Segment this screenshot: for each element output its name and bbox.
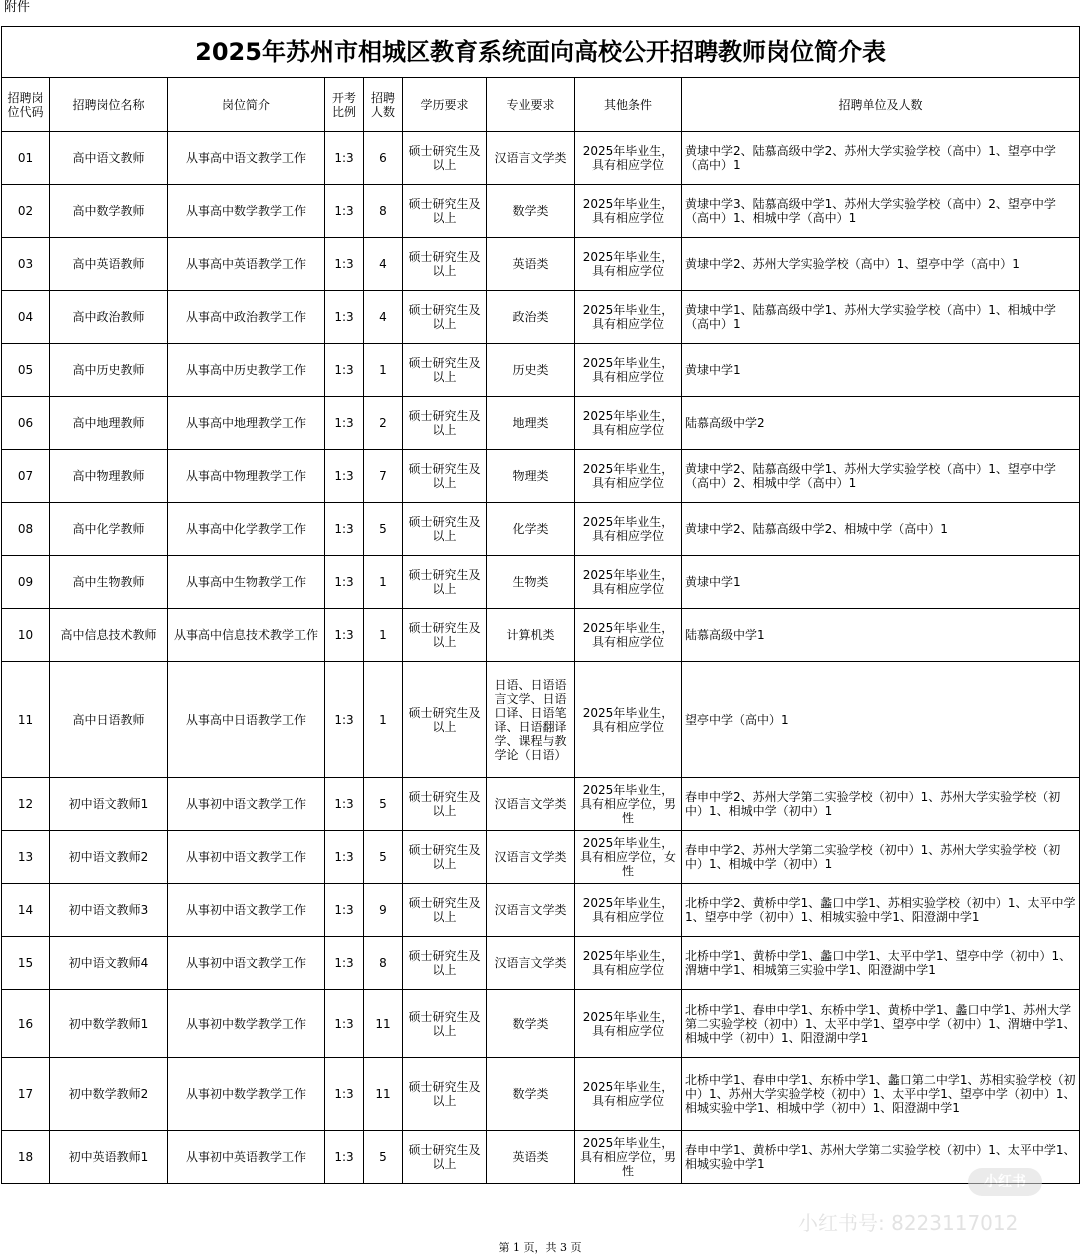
table-row xyxy=(2,1058,1080,1131)
cell-desc: 从事高中政治教学工作 xyxy=(168,291,325,344)
cell-ratio: 1:3 xyxy=(325,397,364,450)
cell-code: 16 xyxy=(2,990,50,1058)
cell-name: 高中数学教师 xyxy=(50,185,168,238)
cell-count: 4 xyxy=(364,291,403,344)
header-desc: 岗位简介 xyxy=(168,78,325,132)
cell-desc: 从事初中数学教学工作 xyxy=(168,1058,325,1131)
cell-other: 2025年毕业生，具有相应学位 xyxy=(575,884,682,937)
cell-name: 高中日语教师 xyxy=(50,662,168,778)
cell-code: 12 xyxy=(2,778,50,831)
cell-ratio: 1:3 xyxy=(325,1058,364,1131)
cell-name: 高中生物教师 xyxy=(50,556,168,609)
cell-ratio: 1:3 xyxy=(325,1131,364,1184)
cell-other: 2025年毕业生，具有相应学位 xyxy=(575,344,682,397)
cell-other: 2025年毕业生，具有相应学位 xyxy=(575,132,682,185)
header-ratio: 开考比例 xyxy=(325,78,364,132)
cell-major: 汉语言文学类 xyxy=(487,778,575,831)
cell-major: 数学类 xyxy=(487,185,575,238)
header-other: 其他条件 xyxy=(575,78,682,132)
cell-desc: 从事高中生物教学工作 xyxy=(168,556,325,609)
cell-units: 春申中学2、苏州大学第二实验学校（初中）1、苏州大学实验学校（初中）1、相城中学（初中）1 xyxy=(682,778,1080,831)
cell-count: 11 xyxy=(364,1058,403,1131)
cell-edu: 硕士研究生及以上 xyxy=(403,884,487,937)
cell-edu: 硕士研究生及以上 xyxy=(403,397,487,450)
cell-ratio: 1:3 xyxy=(325,990,364,1058)
cell-name: 高中信息技术教师 xyxy=(50,609,168,662)
cell-units: 黄埭中学1、陆慕高级中学1、苏州大学实验学校（高中）1、相城中学（高中）1 xyxy=(682,291,1080,344)
header-major: 专业要求 xyxy=(487,78,575,132)
cell-major: 英语类 xyxy=(487,238,575,291)
cell-name: 高中政治教师 xyxy=(50,291,168,344)
cell-other: 2025年毕业生，具有相应学位 xyxy=(575,556,682,609)
table-row xyxy=(2,132,1080,185)
cell-units: 黄埭中学1 xyxy=(682,556,1080,609)
cell-count: 2 xyxy=(364,397,403,450)
cell-other: 2025年毕业生，具有相应学位 xyxy=(575,503,682,556)
cell-major: 政治类 xyxy=(487,291,575,344)
cell-code: 15 xyxy=(2,937,50,990)
cell-units: 黄埭中学1 xyxy=(682,344,1080,397)
table-row xyxy=(2,1131,1080,1184)
cell-count: 1 xyxy=(364,344,403,397)
cell-units: 北桥中学1、春申中学1、东桥中学1、黄桥中学1、蠡口中学1、苏州大学第二实验学校（初中）1、太平中学1、望亭中学（初中）1、渭塘中学1、相城中学（初中）1、阳澄湖中学1 xyxy=(682,990,1080,1058)
table-row xyxy=(2,990,1080,1058)
cell-other: 2025年毕业生，具有相应学位 xyxy=(575,1058,682,1131)
cell-code: 02 xyxy=(2,185,50,238)
cell-edu: 硕士研究生及以上 xyxy=(403,185,487,238)
cell-units: 黄埭中学2、陆慕高级中学1、苏州大学实验学校（高中）1、望亭中学（高中）2、相城中学（高中）1 xyxy=(682,450,1080,503)
table-row xyxy=(2,291,1080,344)
table-header-row xyxy=(2,78,1080,132)
cell-count: 1 xyxy=(364,556,403,609)
cell-code: 01 xyxy=(2,132,50,185)
cell-ratio: 1:3 xyxy=(325,662,364,778)
cell-name: 初中英语教师1 xyxy=(50,1131,168,1184)
cell-edu: 硕士研究生及以上 xyxy=(403,556,487,609)
cell-major: 英语类 xyxy=(487,1131,575,1184)
cell-other: 2025年毕业生，具有相应学位 xyxy=(575,450,682,503)
cell-edu: 硕士研究生及以上 xyxy=(403,291,487,344)
cell-edu: 硕士研究生及以上 xyxy=(403,1058,487,1131)
header-name: 招聘岗位名称 xyxy=(50,78,168,132)
cell-count: 5 xyxy=(364,503,403,556)
cell-desc: 从事初中语文教学工作 xyxy=(168,884,325,937)
cell-other: 2025年毕业生，具有相应学位 xyxy=(575,291,682,344)
job-table xyxy=(1,26,1080,1184)
cell-desc: 从事高中英语教学工作 xyxy=(168,238,325,291)
cell-major: 历史类 xyxy=(487,344,575,397)
table-row xyxy=(2,884,1080,937)
header-code: 招聘岗位代码 xyxy=(2,78,50,132)
cell-code: 18 xyxy=(2,1131,50,1184)
cell-units: 北桥中学1、春申中学1、东桥中学1、蠡口第二中学1、苏相实验学校（初中）1、苏州大学实验学校（初中）1、太平中学1、望亭中学（初中）1、相城实验中学1、相城中学（初中）1、阳澄湖中学1 xyxy=(682,1058,1080,1131)
cell-edu: 硕士研究生及以上 xyxy=(403,132,487,185)
cell-major: 汉语言文学类 xyxy=(487,831,575,884)
cell-desc: 从事初中语文教学工作 xyxy=(168,831,325,884)
cell-major: 物理类 xyxy=(487,450,575,503)
cell-name: 高中化学教师 xyxy=(50,503,168,556)
cell-major: 汉语言文学类 xyxy=(487,884,575,937)
cell-other: 2025年毕业生，具有相应学位 xyxy=(575,397,682,450)
cell-count: 1 xyxy=(364,609,403,662)
cell-desc: 从事初中语文教学工作 xyxy=(168,937,325,990)
cell-units: 陆慕高级中学2 xyxy=(682,397,1080,450)
cell-desc: 从事高中历史教学工作 xyxy=(168,344,325,397)
cell-ratio: 1:3 xyxy=(325,238,364,291)
cell-ratio: 1:3 xyxy=(325,291,364,344)
cell-edu: 硕士研究生及以上 xyxy=(403,1131,487,1184)
cell-name: 高中英语教师 xyxy=(50,238,168,291)
cell-ratio: 1:3 xyxy=(325,132,364,185)
cell-count: 5 xyxy=(364,778,403,831)
cell-ratio: 1:3 xyxy=(325,884,364,937)
cell-count: 6 xyxy=(364,132,403,185)
cell-ratio: 1:3 xyxy=(325,185,364,238)
table-row xyxy=(2,556,1080,609)
cell-code: 07 xyxy=(2,450,50,503)
cell-desc: 从事高中信息技术教学工作 xyxy=(168,609,325,662)
table-row xyxy=(2,397,1080,450)
table-row xyxy=(2,831,1080,884)
cell-ratio: 1:3 xyxy=(325,556,364,609)
table-row xyxy=(2,238,1080,291)
cell-desc: 从事高中地理教学工作 xyxy=(168,397,325,450)
cell-major: 汉语言文学类 xyxy=(487,937,575,990)
cell-other: 2025年毕业生，具有相应学位 xyxy=(575,662,682,778)
page-title: 2025年苏州市相城区教育系统面向高校公开招聘教师岗位简介表 xyxy=(2,27,1080,78)
cell-code: 14 xyxy=(2,884,50,937)
cell-other: 2025年毕业生，具有相应学位 xyxy=(575,609,682,662)
cell-code: 11 xyxy=(2,662,50,778)
cell-count: 5 xyxy=(364,1131,403,1184)
cell-major: 计算机类 xyxy=(487,609,575,662)
cell-ratio: 1:3 xyxy=(325,831,364,884)
cell-desc: 从事高中日语教学工作 xyxy=(168,662,325,778)
cell-units: 望亭中学（高中）1 xyxy=(682,662,1080,778)
header-units: 招聘单位及人数 xyxy=(682,78,1080,132)
cell-desc: 从事初中数学教学工作 xyxy=(168,990,325,1058)
cell-code: 10 xyxy=(2,609,50,662)
header-edu: 学历要求 xyxy=(403,78,487,132)
cell-count: 7 xyxy=(364,450,403,503)
cell-name: 高中语文教师 xyxy=(50,132,168,185)
attachment-label: 附件 xyxy=(4,0,31,15)
table-row xyxy=(2,503,1080,556)
cell-edu: 硕士研究生及以上 xyxy=(403,344,487,397)
cell-edu: 硕士研究生及以上 xyxy=(403,990,487,1058)
cell-edu: 硕士研究生及以上 xyxy=(403,238,487,291)
cell-edu: 硕士研究生及以上 xyxy=(403,503,487,556)
table-row xyxy=(2,937,1080,990)
cell-edu: 硕士研究生及以上 xyxy=(403,450,487,503)
cell-name: 初中数学教师1 xyxy=(50,990,168,1058)
table-row xyxy=(2,344,1080,397)
watermark-id: 小红书号: 8223117012 xyxy=(798,1211,1019,1235)
cell-other: 2025年毕业生，具有相应学位，男性 xyxy=(575,1131,682,1184)
table-row xyxy=(2,778,1080,831)
cell-desc: 从事高中化学教学工作 xyxy=(168,503,325,556)
cell-edu: 硕士研究生及以上 xyxy=(403,778,487,831)
cell-ratio: 1:3 xyxy=(325,503,364,556)
cell-code: 05 xyxy=(2,344,50,397)
cell-count: 9 xyxy=(364,884,403,937)
cell-name: 初中语文教师3 xyxy=(50,884,168,937)
cell-major: 地理类 xyxy=(487,397,575,450)
cell-other: 2025年毕业生，具有相应学位，男性 xyxy=(575,778,682,831)
cell-ratio: 1:3 xyxy=(325,609,364,662)
cell-name: 初中语文教师1 xyxy=(50,778,168,831)
cell-units: 黄埭中学2、陆慕高级中学2、相城中学（高中）1 xyxy=(682,503,1080,556)
cell-ratio: 1:3 xyxy=(325,450,364,503)
cell-code: 04 xyxy=(2,291,50,344)
cell-name: 初中数学教师2 xyxy=(50,1058,168,1131)
cell-code: 17 xyxy=(2,1058,50,1131)
cell-other: 2025年毕业生，具有相应学位 xyxy=(575,238,682,291)
cell-units: 黄埭中学2、陆慕高级中学2、苏州大学实验学校（高中）1、望亭中学（高中）1 xyxy=(682,132,1080,185)
cell-code: 03 xyxy=(2,238,50,291)
cell-edu: 硕士研究生及以上 xyxy=(403,662,487,778)
cell-other: 2025年毕业生，具有相应学位 xyxy=(575,990,682,1058)
cell-units: 北桥中学2、黄桥中学1、蠡口中学1、苏相实验学校（初中）1、太平中学1、望亭中学（初中）1、相城实验中学1、阳澄湖中学1 xyxy=(682,884,1080,937)
cell-count: 8 xyxy=(364,937,403,990)
cell-ratio: 1:3 xyxy=(325,344,364,397)
cell-desc: 从事初中英语教学工作 xyxy=(168,1131,325,1184)
cell-name: 初中语文教师2 xyxy=(50,831,168,884)
cell-code: 08 xyxy=(2,503,50,556)
table-row xyxy=(2,450,1080,503)
cell-other: 2025年毕业生，具有相应学位 xyxy=(575,185,682,238)
cell-ratio: 1:3 xyxy=(325,937,364,990)
cell-units: 陆慕高级中学1 xyxy=(682,609,1080,662)
cell-major: 数学类 xyxy=(487,1058,575,1131)
cell-major: 汉语言文学类 xyxy=(487,132,575,185)
table-row xyxy=(2,609,1080,662)
cell-code: 06 xyxy=(2,397,50,450)
table-row xyxy=(2,662,1080,778)
watermark-logo: 小红书 xyxy=(968,1168,1042,1196)
cell-other: 2025年毕业生，具有相应学位，女性 xyxy=(575,831,682,884)
cell-name: 高中物理教师 xyxy=(50,450,168,503)
cell-units: 春申中学1、黄桥中学1、苏州大学第二实验学校（初中）1、太平中学1、相城实验中学1 xyxy=(682,1131,1080,1184)
cell-edu: 硕士研究生及以上 xyxy=(403,831,487,884)
cell-other: 2025年毕业生，具有相应学位 xyxy=(575,937,682,990)
cell-name: 高中历史教师 xyxy=(50,344,168,397)
table-row xyxy=(2,185,1080,238)
cell-major: 生物类 xyxy=(487,556,575,609)
cell-units: 北桥中学1、黄桥中学1、蠡口中学1、太平中学1、望亭中学（初中）1、渭塘中学1、相城第三实验中学1、阳澄湖中学1 xyxy=(682,937,1080,990)
page-footer: 第 1 页，共 3 页 xyxy=(498,1241,582,1254)
cell-edu: 硕士研究生及以上 xyxy=(403,609,487,662)
cell-count: 1 xyxy=(364,662,403,778)
cell-desc: 从事高中数学教学工作 xyxy=(168,185,325,238)
cell-name: 高中地理教师 xyxy=(50,397,168,450)
cell-units: 黄埭中学3、陆慕高级中学1、苏州大学实验学校（高中）2、望亭中学（高中）1、相城中学（高中）1 xyxy=(682,185,1080,238)
cell-name: 初中语文教师4 xyxy=(50,937,168,990)
cell-count: 5 xyxy=(364,831,403,884)
cell-code: 13 xyxy=(2,831,50,884)
cell-desc: 从事初中语文教学工作 xyxy=(168,778,325,831)
cell-code: 09 xyxy=(2,556,50,609)
cell-count: 8 xyxy=(364,185,403,238)
header-count: 招聘人数 xyxy=(364,78,403,132)
cell-desc: 从事高中物理教学工作 xyxy=(168,450,325,503)
cell-desc: 从事高中语文教学工作 xyxy=(168,132,325,185)
cell-units: 春申中学2、苏州大学第二实验学校（初中）1、苏州大学实验学校（初中）1、相城中学（初中）1 xyxy=(682,831,1080,884)
cell-count: 4 xyxy=(364,238,403,291)
cell-count: 11 xyxy=(364,990,403,1058)
cell-units: 黄埭中学2、苏州大学实验学校（高中）1、望亭中学（高中）1 xyxy=(682,238,1080,291)
cell-major: 日语、日语语言文学、日语口译、日语笔译、日语翻译学、课程与教学论（日语） xyxy=(487,662,575,778)
cell-edu: 硕士研究生及以上 xyxy=(403,937,487,990)
cell-major: 数学类 xyxy=(487,990,575,1058)
cell-ratio: 1:3 xyxy=(325,778,364,831)
cell-major: 化学类 xyxy=(487,503,575,556)
